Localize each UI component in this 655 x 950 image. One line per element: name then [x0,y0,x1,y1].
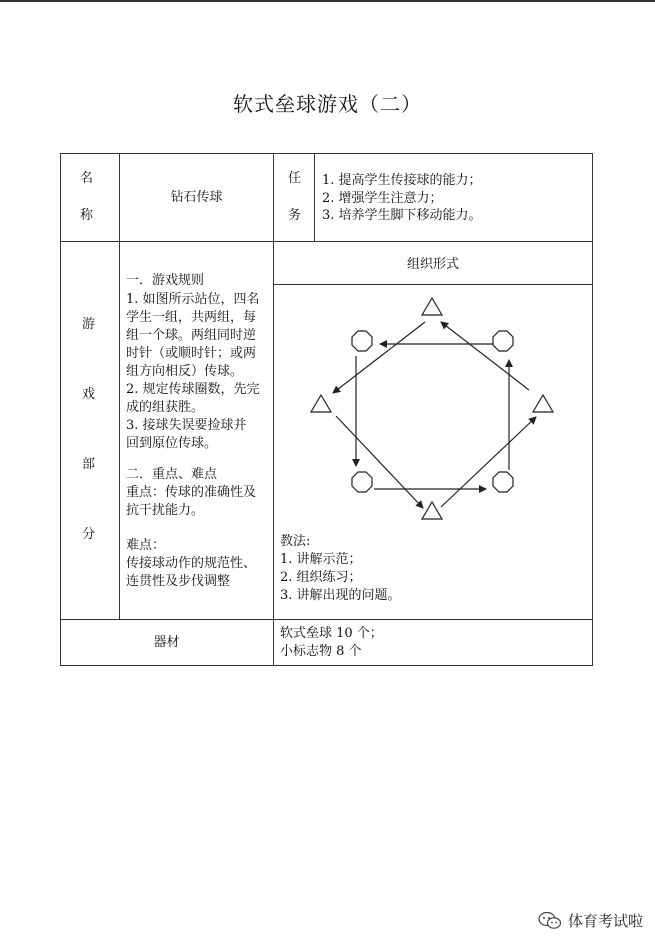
rules-line: 时针（或顺时针；或两 [126,346,257,361]
page-title: 软式垒球游戏（二） [233,92,422,116]
octagon-marker [493,331,513,351]
octagon-marker [493,472,513,492]
equipment-line: 小标志物 8 个 [280,644,362,659]
rules-line: 成的组获胜。 [126,400,205,415]
section-label-char: 部 [82,457,96,472]
pass-arrow [441,417,536,507]
triangle-marker [533,395,553,412]
key-line: 重点：传球的准确性及 [126,485,257,500]
task-label-char: 任 [288,171,302,186]
task-item: 3. 培养学生脚下移动能力。 [322,208,482,223]
rules-line: 学生一组，共两组，每 [126,310,257,325]
pass-arrow [336,416,423,508]
method-label: 教法: [280,534,311,549]
triangle-marker [422,298,442,315]
key-line: 抗干扰能力。 [126,503,205,518]
watermark-text: 体育考试啦 [567,912,643,930]
key-heading: 二．重点、难点 [126,467,218,482]
name-label-char: 称 [80,208,94,223]
octagon-marker [352,331,372,351]
difficulty-line: 传接球动作的规范性、 [126,556,257,571]
task-item: 1. 提高学生传接球的能力； [322,173,482,188]
rules-heading: 一．游戏规则 [126,273,205,288]
rules-line: 1. 如图所示站位，四名 [126,292,260,307]
rules-line: 2. 规定传球圈数，先完 [126,382,260,397]
triangle-marker [422,502,442,519]
rules-line: 组一个球。两组同时逆 [126,328,257,343]
method-item: 2. 组织练习； [280,570,362,585]
equipment-label: 器材 [153,635,180,650]
game-name: 钻石传球 [170,190,223,205]
watermark [538,910,643,931]
equipment-line: 软式垒球 10 个； [280,626,383,641]
method-item: 1. 讲解示范； [280,552,362,567]
triangle-marker [311,395,331,412]
rules-line: 回到原位传球。 [126,436,218,451]
rules-line: 组方向相反）传球。 [126,364,244,379]
task-item: 2. 增强学生注意力； [322,191,443,206]
name-label-char: 名 [80,171,94,186]
pass-arrow [441,322,529,390]
difficulty-label: 难点： [126,538,166,553]
task-label-char: 务 [288,208,302,223]
octagon-marker [352,472,372,492]
difficulty-line: 连贯性及步伐调整 [126,574,231,589]
org-heading: 组织形式 [406,257,459,272]
wechat-icon [538,911,562,931]
section-label-char: 分 [82,527,96,542]
method-item: 3. 讲解出现的问题。 [280,588,401,603]
section-label-char: 游 [82,317,96,332]
rules-line: 3. 接球失误要捡球并 [126,418,247,433]
pass-arrow [333,322,425,393]
section-label-char: 戏 [82,387,96,402]
